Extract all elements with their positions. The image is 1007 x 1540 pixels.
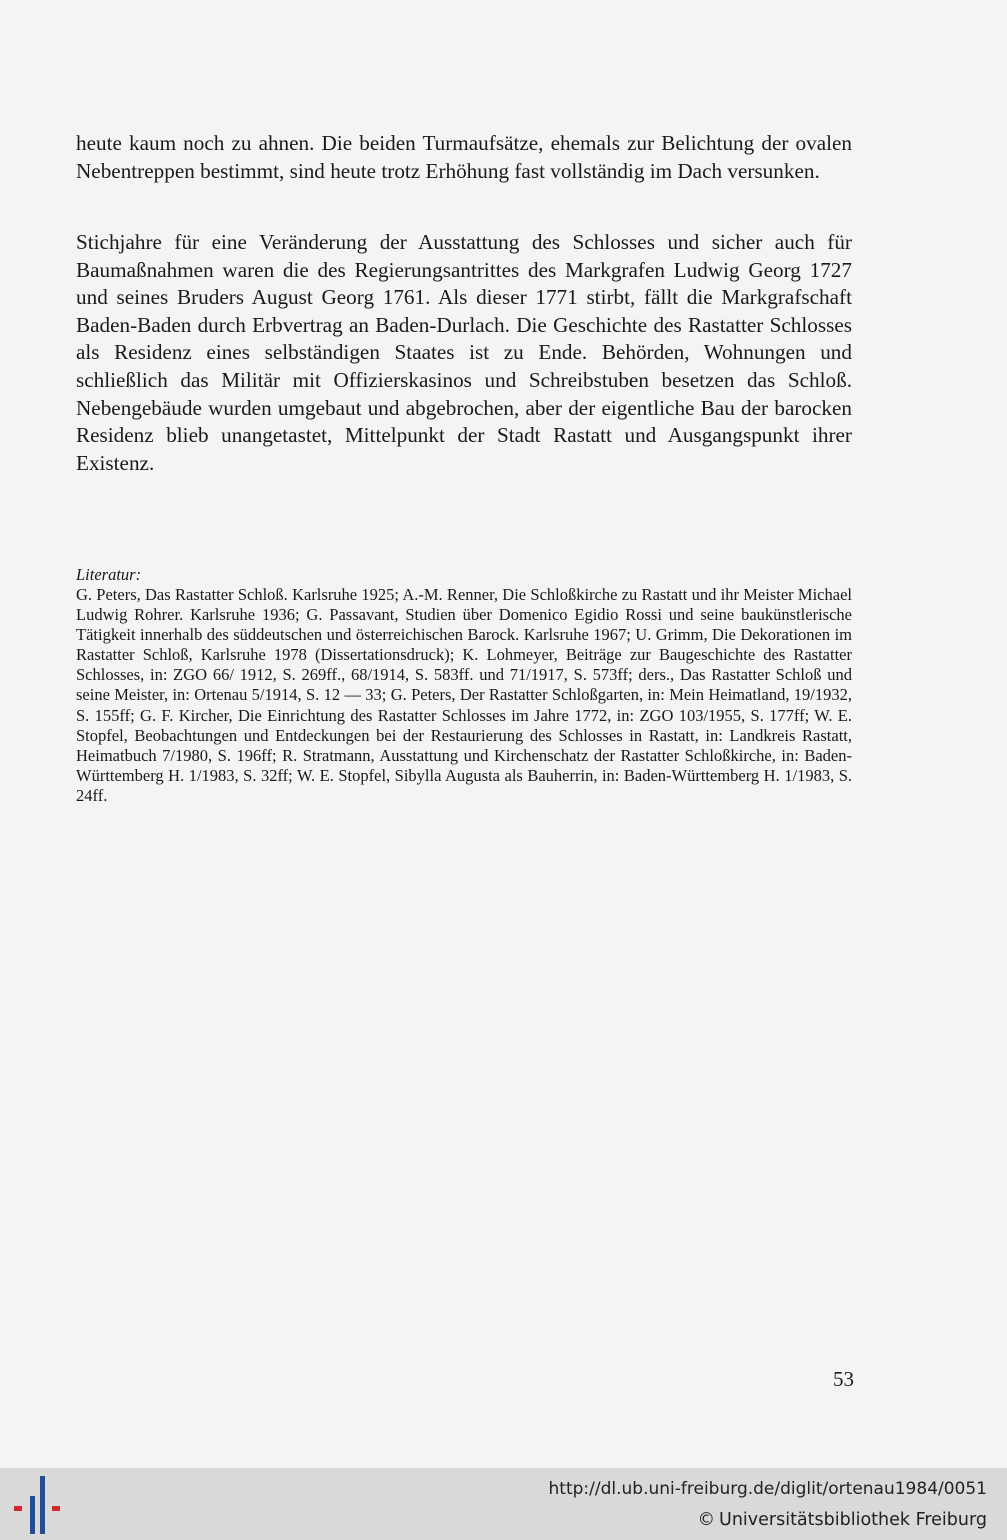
literature-references: G. Peters, Das Rastatter Schloß. Karlsruhe 1925; A.-M. Renner, Die Schloßkirche zu Rastatt und ihr Meister Michael Ludwig Rohrer. Karlsruhe 1936; G. Passavant, Studien über Domenico Egidio Rossi und seine baukünstlerische Tätigkeit innerhalb des süddeutschen und österreichischen Barock. Karlsruhe 1967; U. Grimm, Die Dekorationen im Rastatter Schloß, Karlsruhe 1978 (Dissertationsdruck); K. Lohmeyer, Beiträge zur Baugeschichte des Rastatter Schlosses, in: ZGO 66/ 1912, S. 269ff., 68/1914, S. 583ff. und 71/1917, S. 573ff; ders., Das Rastatter Schloß und seine Meister, in: Ortenau 5/1914, S. 12 — 33; G. Peters, Der Rastatter Schloßgarten, in: Mein Heimatland, 19/1932, S. 155ff; G. F. Kircher, Die Einrichtung des Rastatter Schlosses im Jahre 1772, in: ZGO 103/1955, S. 177ff; W. E. Stopfel, Beobachtungen und Entdeckungen bei der Restaurierung des Schlosses in Rastatt, in: Landkreis Rastatt, Heimatbuch 7/1980, S. 196ff; R. Stratmann, Ausstattung und Kirchenschatz der Rastatter Schloßkirche, in: Baden-Württemberg H. 1/1983, S. 32ff; W. E. Stopfel, Sibylla Augusta als Bauherrin, in: Baden-Württemberg H. 1/1983, S. 24ff. <box>76 585 852 805</box>
copyright-holder: Universitätsbibliothek Freiburg <box>719 1510 987 1530</box>
page-number: 53 <box>833 1367 854 1391</box>
ub-freiburg-logo-icon[interactable] <box>10 1476 66 1534</box>
copyright-symbol: © <box>697 1510 716 1530</box>
footer-bar <box>0 1468 1007 1540</box>
copyright-notice <box>698 1509 987 1531</box>
body-paragraph-2: Stichjahre für eine Veränderung der Ausstattung des Schlosses und sicher auch für Baumaßnahmen waren die des Regierungsantrittes des Markgrafen Ludwig Georg 1727 und seines Bruders August Georg 1761. Als dieser 1771 stirbt, fällt die Markgrafschaft Baden-Baden durch Erbvertrag an Baden-Durlach. Die Geschichte des Rastatter Schlosses als Residenz eines selbständigen Staates ist zu Ende. Behörden, Wohnungen und schließlich das Militär mit Offizierskasinos und Schreibstuben besetzen das Schloß. Nebengebäude wurden umgebaut und abgebrochen, aber der eigentliche Bau der barocken Residenz blieb unangetastet, Mittelpunkt der Stadt Rastatt und Ausgangspunkt ihrer Existenz. <box>76 230 852 475</box>
body-paragraph-1: heute kaum noch zu ahnen. Die beiden Turmaufsätze, ehemals zur Belichtung der ovalen Nebentreppen bestimmt, sind heute trotz Erhöhung fast vollständig im Dach versunken. <box>76 131 852 183</box>
permalink-link[interactable]: http://dl.ub.uni-freiburg.de/diglit/ortenau1984/0051 <box>548 1479 987 1499</box>
literature-section <box>76 565 852 806</box>
literature-heading: Literatur: <box>76 565 142 584</box>
